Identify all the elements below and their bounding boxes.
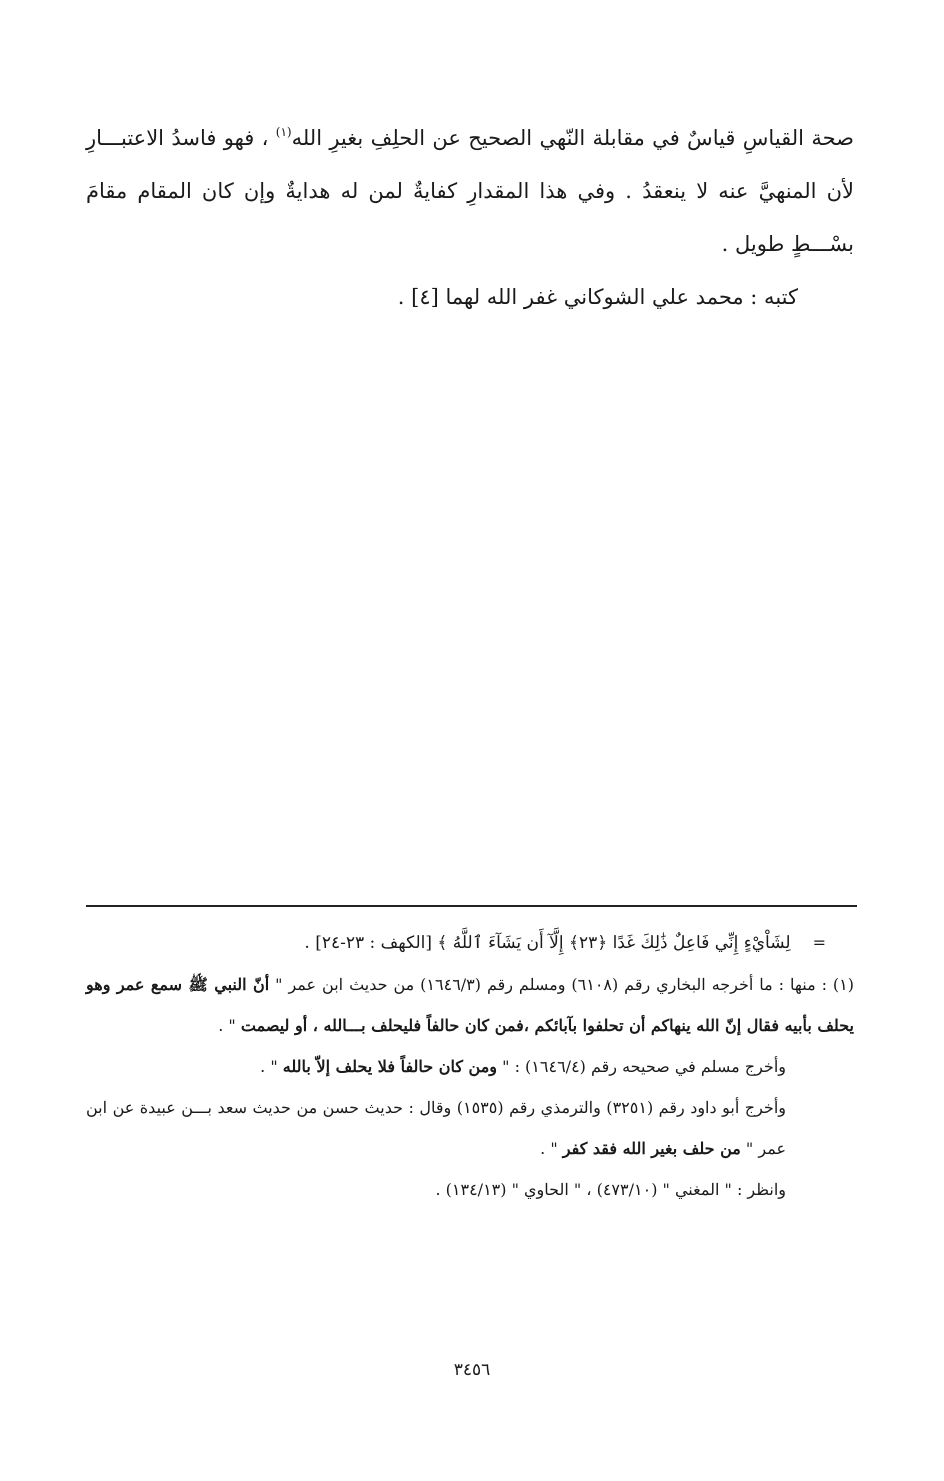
text-line: ، فهو فاسدُ الاعتبـــارِ	[86, 126, 269, 150]
footnote-text: وأخرج مسلم في صحيحه رقم (١٦٤٦/٤) : "	[502, 1057, 786, 1076]
quran-verse: لِشَاْيْءٍ إِنِّي فَاعِلٌ ذَٰلِكَ غَدًا ﴿٢٣﴾ إِلَّآ أَن يَشَآءَ ٱللَّهُ ﴾ [الكهف : ٢٣-٢٤] .	[304, 933, 791, 953]
continuation-mark: =	[812, 933, 826, 952]
footnote-reference[interactable]: (١)	[275, 125, 292, 139]
footnotes-section	[86, 922, 854, 1210]
text-line: صحة القياسِ قياسٌ في مقابلة النّهي الصحيح عن الحلِفِ بغيرِ الله	[291, 126, 854, 150]
text-line: لأن المنهيَّ عنه لا ينعقدُ . وفي هذا المقدارِ كفايةٌ لمن له هدايةٌ وإن كان المقام مقامَ بسْـــطٍ	[86, 179, 854, 256]
main-text	[86, 112, 854, 324]
footnote-text: " .	[218, 1016, 236, 1035]
footnote-1	[86, 964, 854, 1046]
footnote-text: " .	[540, 1139, 558, 1158]
page-number: ٣٤٥٦	[453, 1360, 491, 1380]
paragraph	[86, 112, 854, 271]
hadith-text: من حلف بغير الله فقد كفر	[562, 1139, 741, 1158]
hadith-text: ومن كان حالفاً فلا يحلف إلاّ بالله	[282, 1057, 498, 1076]
footnote-text: " .	[260, 1057, 278, 1076]
footnote-text: وأخرج أبو داود رقم (٣٢٥١) والترمذي رقم (١٥٣٥) وقال : حديث حسن من حديث سعد بـــن عبيدة عن ابن عمر "	[86, 1098, 786, 1158]
hadith-text: أنّ النبي ﷺ سمع عمر وهو يحلف بأبيه فقال إنّ الله ينهاكم أن تحلفوا بآبائكم ،فمن كان حالفاً فليحلف بـــالله ، أو ليصمت	[86, 975, 854, 1035]
signature: كتبه : محمد علي الشوكاني غفر الله لهما [٤] .	[397, 285, 798, 309]
footnote-text: (١) : منها : ما أخرجه البخاري رقم (٦١٠٨) ومسلم رقم (١٦٤٦/٣) من حديث ابن عمر "	[275, 975, 855, 994]
text-line: طويل .	[721, 232, 785, 256]
footnote-paragraph: وانظر : " المغني " (٤٧٣/١٠) ، " الحاوي " (١٣٤/١٣) .	[435, 1180, 786, 1199]
footnote-continuation	[86, 922, 854, 964]
footnote-divider	[86, 905, 857, 907]
footnote-paragraph	[86, 1046, 854, 1087]
footnote-paragraph	[86, 1087, 854, 1169]
